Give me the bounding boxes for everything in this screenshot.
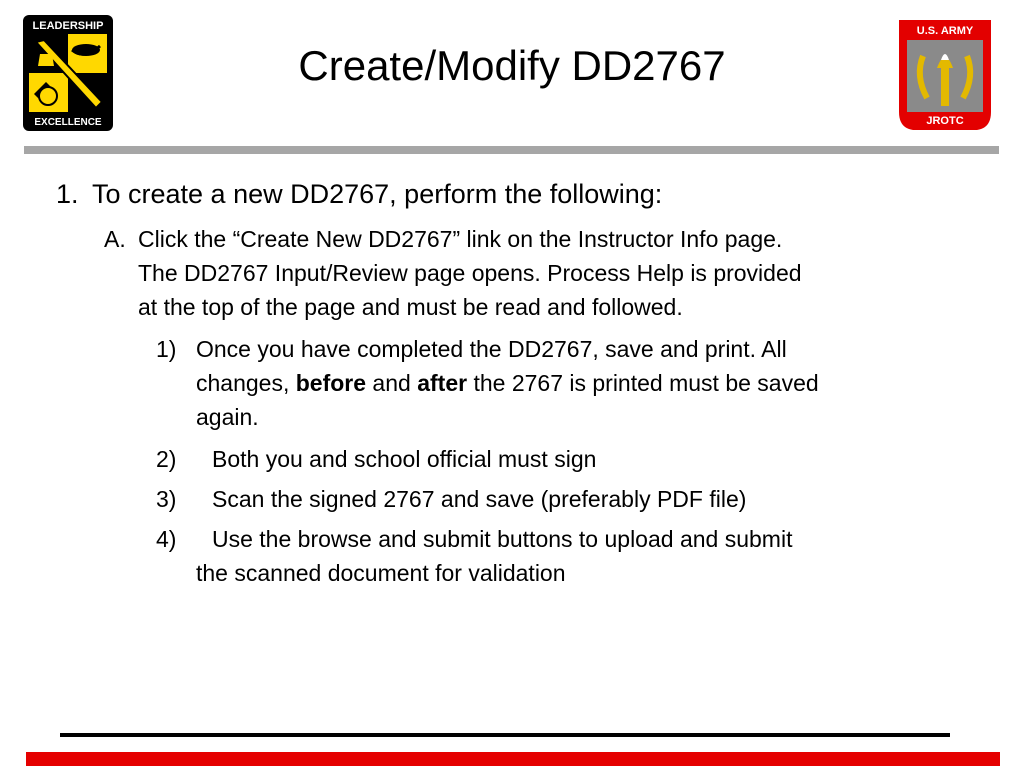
sub-3-number: 3) [156, 486, 177, 512]
item-1-number: 1. [56, 179, 79, 209]
sub-1-line-3: again. [196, 404, 259, 430]
sub-3-text: Scan the signed 2767 and save (preferably PDF file) [212, 486, 747, 512]
item-1-text: To create a new DD2767, perform the following: [92, 179, 663, 209]
right-logo-bottom-text: JROTC [926, 115, 964, 127]
item-a-line-3: at the top of the page and must be read and followed. [138, 294, 683, 320]
sub-1-line-2-suffix: the 2767 is printed must be saved [467, 370, 819, 396]
sub-4-line-1: Use the browse and submit buttons to upload and submit [212, 526, 793, 552]
sub-1-number: 1) [156, 336, 177, 362]
sub-2-number: 2) [156, 446, 177, 472]
item-a-letter: A. [104, 226, 126, 252]
sub-4-line-2: the scanned document for validation [196, 560, 566, 586]
sub-1-bold-before: before [295, 370, 367, 396]
item-a-line-1: Click the “Create New DD2767” link on the Instructor Info page. [138, 226, 783, 252]
left-logo-bottom-text: EXCELLENCE [34, 117, 102, 128]
slide-title: Create/Modify DD2767 [298, 42, 726, 89]
sub-4-number: 4) [156, 526, 177, 552]
left-logo-top-text: LEADERSHIP [32, 20, 104, 32]
footer-divider [60, 733, 950, 737]
sub-1-line-2 [196, 366, 819, 400]
sub-2-text: Both you and school official must sign [212, 446, 597, 472]
right-logo-top-text: U.S. ARMY [916, 25, 974, 37]
item-a-line-2: The DD2767 Input/Review page opens. Process Help is provided [138, 260, 802, 286]
footer-red-bar [26, 752, 1000, 766]
sub-1-line-1: Once you have completed the DD2767, save and print. All [196, 336, 787, 362]
sub-1-line-2-prefix: changes, [196, 370, 296, 396]
sub-1-bold-after: after [417, 370, 468, 396]
sub-1-line-2-mid: and [366, 370, 418, 396]
